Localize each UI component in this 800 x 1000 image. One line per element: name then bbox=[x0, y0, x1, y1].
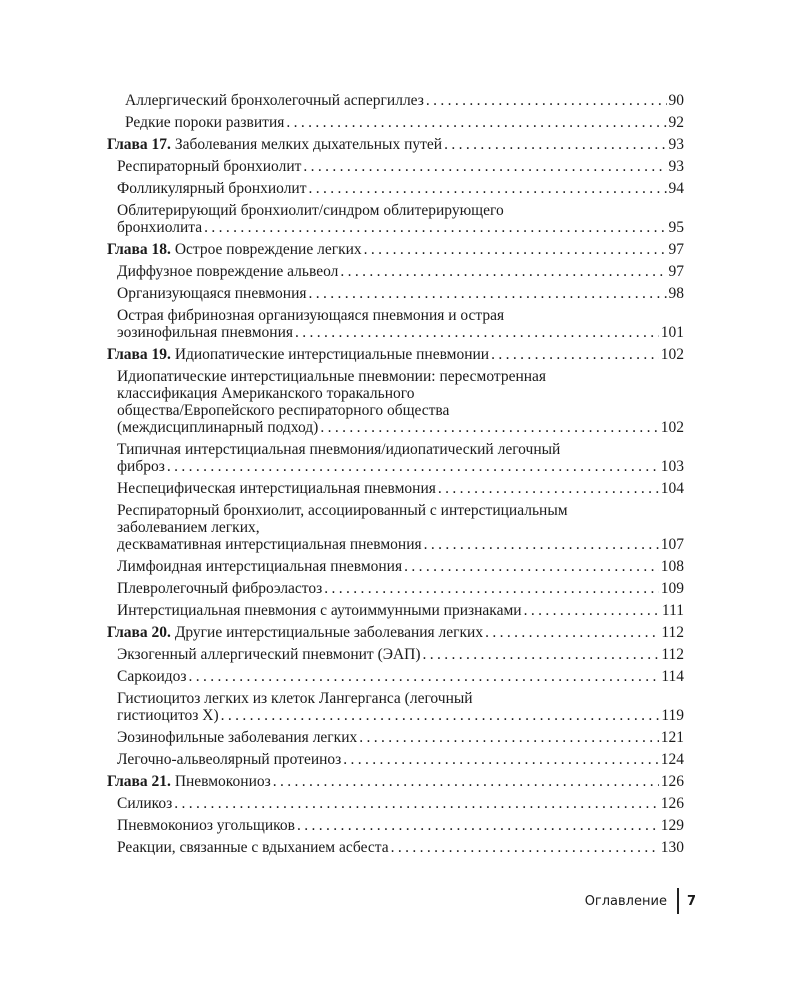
entry-last-line bbox=[117, 219, 684, 236]
toc-entry bbox=[107, 180, 684, 197]
dot-leader bbox=[297, 817, 659, 834]
chapter-title: Идиопатические интерстициальные пневмонии bbox=[174, 346, 490, 363]
entry-text-line: Неспецифическая интерстициальная пневмония bbox=[117, 480, 436, 497]
entry-text-line: гистиоцитоз Х) bbox=[117, 707, 219, 724]
entry-last-line bbox=[117, 558, 684, 575]
dot-leader bbox=[174, 795, 658, 812]
dot-leader bbox=[359, 729, 659, 746]
toc-entry bbox=[107, 263, 684, 280]
toc-entry bbox=[107, 690, 684, 724]
entry-last-line bbox=[117, 324, 684, 341]
page-ref: 93 bbox=[668, 136, 684, 153]
page-ref: 121 bbox=[660, 729, 684, 746]
toc-entry bbox=[107, 502, 684, 553]
chapter-text bbox=[107, 624, 483, 641]
toc-section bbox=[107, 624, 684, 768]
toc-entry bbox=[107, 580, 684, 597]
entry-last-line bbox=[117, 817, 684, 834]
chapter-label: Глава 17. bbox=[107, 136, 171, 153]
page-ref: 112 bbox=[661, 646, 684, 663]
chapter-line bbox=[107, 624, 684, 641]
chapter-label: Глава 19. bbox=[107, 346, 171, 363]
dot-leader bbox=[221, 707, 660, 724]
entry-text-line: Реакции, связанные с вдыханием асбеста bbox=[117, 839, 389, 856]
page-ref: 94 bbox=[668, 180, 684, 197]
toc-section bbox=[107, 241, 684, 341]
dot-leader bbox=[438, 480, 659, 497]
page-ref: 97 bbox=[668, 241, 684, 258]
entry-last-line bbox=[117, 580, 684, 597]
entry-text-line: Идиопатические интерстициальные пневмонии: пересмотренная bbox=[117, 368, 547, 385]
entry-last-line bbox=[117, 602, 684, 619]
entry-last-line bbox=[117, 419, 684, 436]
entry-last-line bbox=[117, 536, 684, 553]
chapter-label: Глава 20. bbox=[107, 624, 171, 641]
dot-leader bbox=[524, 602, 660, 619]
toc-section bbox=[107, 92, 684, 131]
dot-leader bbox=[424, 536, 659, 553]
chapter-heading bbox=[107, 241, 684, 258]
page-ref: 97 bbox=[668, 263, 684, 280]
entry-text-line: Гистиоцитоз легких из клеток Лангерганса (легочный bbox=[117, 690, 473, 707]
page-ref: 108 bbox=[660, 558, 684, 575]
page-ref: 98 bbox=[668, 285, 684, 302]
entry-last-line bbox=[117, 458, 684, 475]
entry-text-line: Экзогенный аллергический пневмонит (ЭАП) bbox=[117, 646, 421, 663]
chapter-text bbox=[107, 773, 271, 790]
dot-leader bbox=[295, 324, 659, 341]
toc-entry bbox=[107, 307, 684, 341]
page-ref: 112 bbox=[661, 624, 684, 641]
dot-leader bbox=[444, 136, 666, 153]
toc-entry bbox=[107, 646, 684, 663]
page-ref: 92 bbox=[668, 114, 684, 131]
dot-leader bbox=[309, 180, 667, 197]
dot-leader bbox=[491, 346, 659, 363]
entry-last-line bbox=[117, 646, 684, 663]
entry-text-line: Респираторный бронхиолит bbox=[117, 158, 302, 175]
chapter-line bbox=[107, 241, 684, 258]
chapter-title: Другие интерстициальные заболевания легких bbox=[174, 624, 484, 641]
chapter-text bbox=[107, 346, 489, 363]
dot-leader bbox=[423, 646, 660, 663]
entry-text-line: Диффузное повреждение альвеол bbox=[117, 263, 339, 280]
chapter-heading bbox=[107, 346, 684, 363]
dot-leader bbox=[167, 458, 659, 475]
dot-leader bbox=[303, 158, 666, 175]
entry-text-line: Типичная интерстициальная пневмония/идиопатический легочный bbox=[117, 441, 561, 458]
entry-last-line bbox=[117, 180, 684, 197]
page-ref: 90 bbox=[668, 92, 684, 109]
toc-entry bbox=[107, 114, 684, 131]
entry-last-line bbox=[125, 92, 684, 109]
chapter-text bbox=[107, 136, 442, 153]
entry-last-line bbox=[117, 707, 684, 724]
entry-text-line: Плевролегочный фиброэластоз bbox=[117, 580, 323, 597]
dot-leader bbox=[320, 419, 658, 436]
toc-entry bbox=[107, 729, 684, 746]
dot-leader bbox=[391, 839, 659, 856]
toc-entry bbox=[107, 839, 684, 856]
chapter-title: Пневмокониоз bbox=[174, 773, 271, 790]
dot-leader bbox=[426, 92, 667, 109]
toc-section bbox=[107, 136, 684, 236]
entry-text-line: эозинофильная пневмония bbox=[117, 324, 293, 341]
dot-leader bbox=[273, 773, 659, 790]
toc-entry bbox=[107, 558, 684, 575]
toc-entry bbox=[107, 158, 684, 175]
page-ref: 111 bbox=[661, 602, 684, 619]
page-ref: 126 bbox=[660, 773, 684, 790]
dot-leader bbox=[340, 263, 666, 280]
table-of-contents bbox=[107, 92, 684, 861]
page-ref: 119 bbox=[661, 707, 684, 724]
page-ref: 107 bbox=[660, 536, 684, 553]
entry-text-line: Легочно-альвеолярный протеиноз bbox=[117, 751, 342, 768]
entry-text-line: Организующаяся пневмония bbox=[117, 285, 307, 302]
entry-text-line: десквамативная интерстициальная пневмония bbox=[117, 536, 422, 553]
entry-text-line: Аллергический бронхолегочный аспергиллез bbox=[125, 92, 424, 109]
dot-leader bbox=[189, 668, 660, 685]
entry-last-line bbox=[125, 114, 684, 131]
chapter-line bbox=[107, 346, 684, 363]
entry-text-line: фиброз bbox=[117, 458, 165, 475]
entry-text-line: Эозинофильные заболевания легких bbox=[117, 729, 358, 746]
entry-last-line bbox=[117, 668, 684, 685]
chapter-text bbox=[107, 241, 362, 258]
page-footer bbox=[560, 888, 696, 914]
entry-text-line: Острая фибринозная организующаяся пневмония и острая bbox=[117, 307, 505, 324]
entry-last-line bbox=[117, 263, 684, 280]
entry-text-line: Интерстициальная пневмония с аутоиммунными признаками bbox=[117, 602, 522, 619]
toc-entry bbox=[107, 668, 684, 685]
entry-text-line: Силикоз bbox=[117, 795, 173, 812]
page-ref: 102 bbox=[660, 346, 684, 363]
running-title: Оглавление bbox=[584, 893, 667, 909]
page-ref: 114 bbox=[661, 668, 684, 685]
dot-leader bbox=[324, 580, 658, 597]
entry-last-line bbox=[117, 480, 684, 497]
page-ref: 129 bbox=[660, 817, 684, 834]
dot-leader bbox=[309, 285, 667, 302]
entry-text-line: (междисциплинарный подход) bbox=[117, 419, 319, 436]
chapter-label: Глава 21. bbox=[107, 773, 171, 790]
page-ref: 126 bbox=[660, 795, 684, 812]
chapter-heading bbox=[107, 773, 684, 790]
entry-text-line: заболеванием легких, bbox=[117, 519, 260, 536]
dot-leader bbox=[364, 241, 667, 258]
dot-leader bbox=[404, 558, 659, 575]
page-ref: 102 bbox=[660, 419, 684, 436]
chapter-heading bbox=[107, 136, 684, 153]
toc-entry bbox=[107, 751, 684, 768]
chapter-line bbox=[107, 773, 684, 790]
entry-text-line: Лимфоидная интерстициальная пневмония bbox=[117, 558, 403, 575]
entry-text-line: Редкие пороки развития bbox=[125, 114, 285, 131]
toc-section bbox=[107, 773, 684, 856]
toc-entry bbox=[107, 202, 684, 236]
entry-text-line: общества/Европейского респираторного общества bbox=[117, 402, 450, 419]
entry-text-line: Облитерирующий бронхиолит/синдром облитерирующего bbox=[117, 202, 504, 219]
entry-text-line: бронхиолита bbox=[117, 219, 203, 236]
footer-divider bbox=[677, 888, 679, 914]
entry-text-line: классификация Американского торакального bbox=[117, 385, 415, 402]
toc-entry bbox=[107, 368, 684, 436]
dot-leader bbox=[485, 624, 659, 641]
entry-last-line bbox=[117, 751, 684, 768]
entry-text-line: Пневмокониоз угольщиков bbox=[117, 817, 295, 834]
toc-entry bbox=[107, 795, 684, 812]
entry-last-line bbox=[117, 285, 684, 302]
toc-entry bbox=[107, 92, 684, 109]
entry-text-line: Фолликулярный бронхиолит bbox=[117, 180, 307, 197]
entry-last-line bbox=[117, 729, 684, 746]
toc-entry bbox=[107, 480, 684, 497]
page-ref: 104 bbox=[660, 480, 684, 497]
chapter-label: Глава 18. bbox=[107, 241, 171, 258]
toc-entry bbox=[107, 602, 684, 619]
page-ref: 124 bbox=[660, 751, 684, 768]
dot-leader bbox=[204, 219, 666, 236]
toc-entry bbox=[107, 441, 684, 475]
entry-last-line bbox=[117, 839, 684, 856]
page-ref: 101 bbox=[660, 324, 684, 341]
toc-entry bbox=[107, 285, 684, 302]
entry-last-line bbox=[117, 795, 684, 812]
page-ref: 130 bbox=[660, 839, 684, 856]
chapter-title: Заболевания мелких дыхательных путей bbox=[174, 136, 443, 153]
page-ref: 95 bbox=[668, 219, 684, 236]
entry-text-line: Саркоидоз bbox=[117, 668, 187, 685]
toc-section bbox=[107, 346, 684, 619]
chapter-line bbox=[107, 136, 684, 153]
chapter-title: Острое повреждение легких bbox=[174, 241, 362, 258]
chapter-heading bbox=[107, 624, 684, 641]
page-ref: 109 bbox=[660, 580, 684, 597]
page-ref: 93 bbox=[668, 158, 684, 175]
dot-leader bbox=[286, 114, 666, 131]
dot-leader bbox=[343, 751, 658, 768]
entry-text-line: Респираторный бронхиолит, ассоциированный с интерстициальным bbox=[117, 502, 568, 519]
toc-entry bbox=[107, 817, 684, 834]
entry-last-line bbox=[117, 158, 684, 175]
page-number: 7 bbox=[686, 893, 696, 909]
page-ref: 103 bbox=[660, 458, 684, 475]
